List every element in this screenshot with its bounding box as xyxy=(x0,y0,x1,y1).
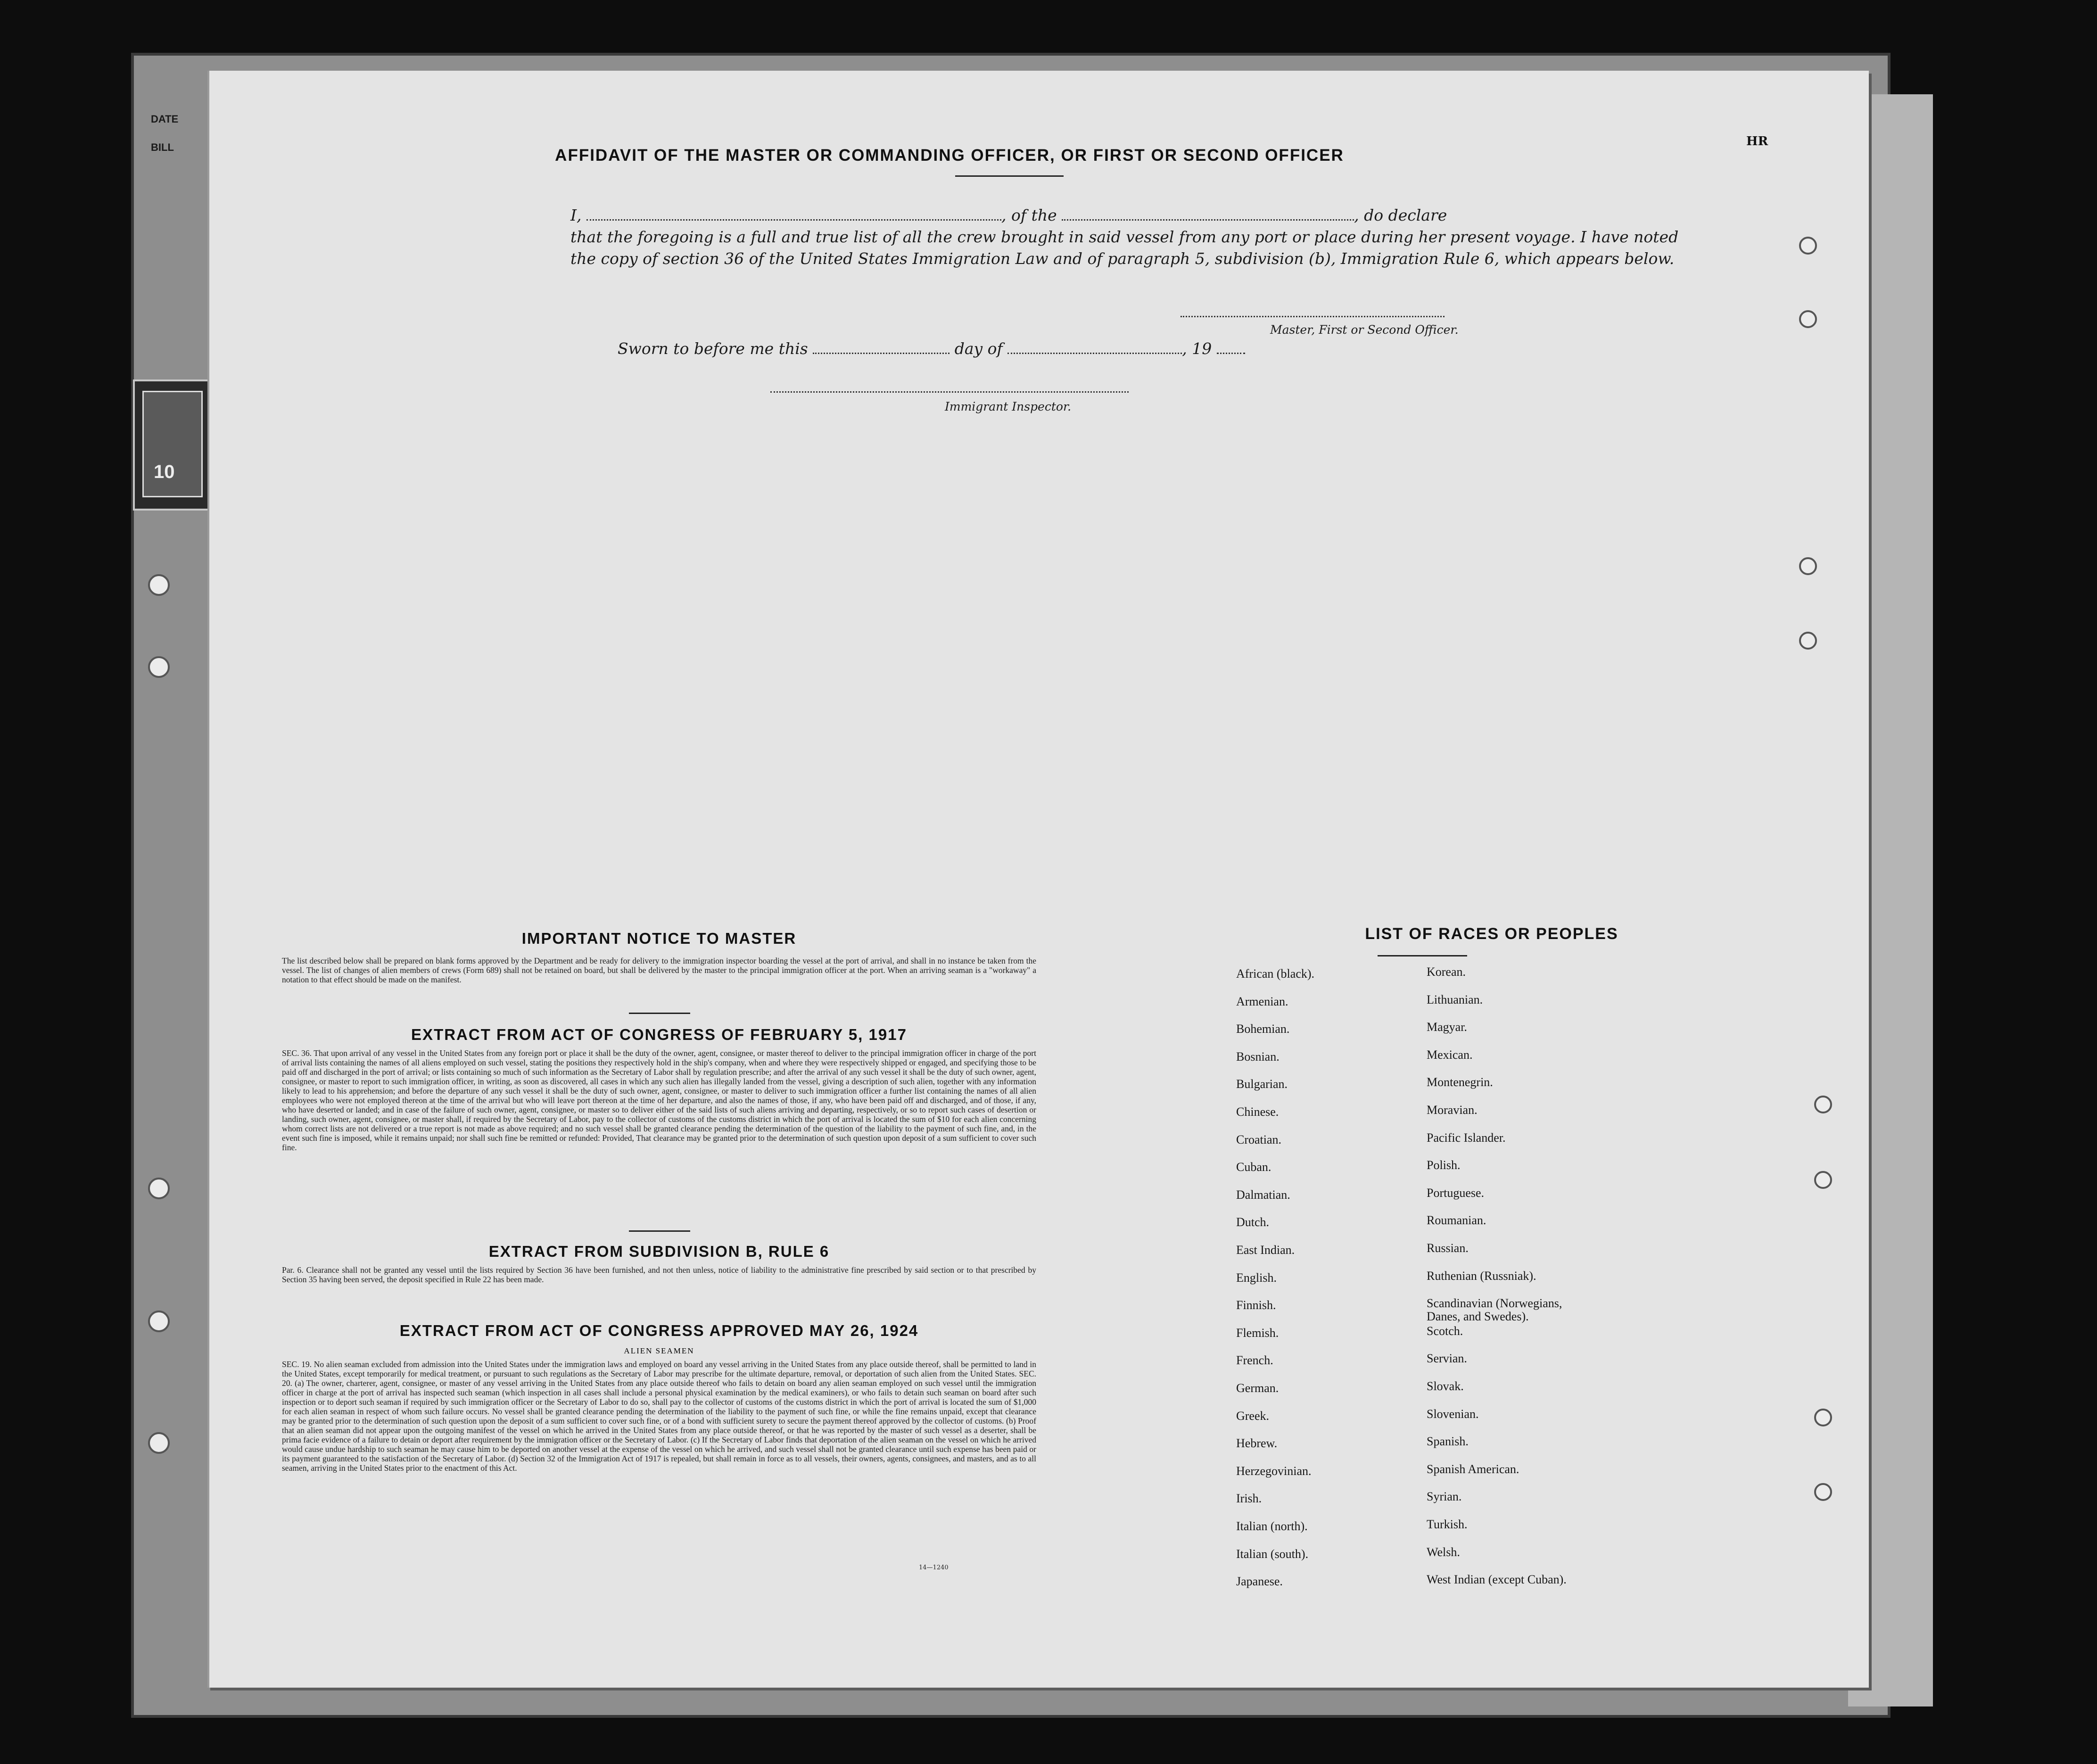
master-caption: Master, First or Second Officer. xyxy=(1270,323,1459,337)
extract-rule6-title: EXTRACT FROM SUBDIVISION B, RULE 6 xyxy=(488,1243,830,1260)
punch-hole xyxy=(148,1311,170,1332)
manifest-page xyxy=(207,71,1869,1688)
punch-hole xyxy=(1814,1096,1832,1113)
declare-of: , of the xyxy=(1001,206,1057,224)
race-item: Spanish. xyxy=(1427,1434,1469,1449)
notice-text: The list described below shall be prepared on blank forms approved by the Department and be ready for delivery to the immigration inspector boarding the vessel at the port of arrival, and shall in no instance be taken from the vessel. The list of changes of alien members of crews (Form 689) shall not be retained on board, but shall be delivered by the master to the principal immigration officer at the port. When an arriving seaman is a "workaway" a notation to that effect should be made on the manifest. xyxy=(282,956,1036,984)
edge-text-date: DATE xyxy=(151,113,179,125)
position-blank[interactable] xyxy=(1062,219,1354,221)
race-item: Roumanian. xyxy=(1427,1213,1486,1228)
sworn-line xyxy=(618,339,1245,358)
race-item: West Indian (except Cuban). xyxy=(1427,1573,1567,1587)
race-item: Dalmatian. xyxy=(1236,1187,1290,1202)
race-item: Armenian. xyxy=(1236,994,1288,1008)
race-item: Irish. xyxy=(1236,1492,1262,1506)
declare-end: , do declare xyxy=(1354,206,1447,224)
race-item: Finnish. xyxy=(1236,1298,1276,1312)
affidavit-statement: that the foregoing is a full and true list of all the crew brought in said vessel from any port or place during her present voyage. I have noted the copy of section 36 of the United States Immigration Law and of paragraph 5, subdivision (b), Immigration Rule 6, which appears below. xyxy=(570,228,1679,268)
race-item: Cuban. xyxy=(1236,1160,1271,1174)
punch-hole xyxy=(1814,1483,1832,1501)
punch-hole xyxy=(148,1432,170,1454)
race-item: Turkish. xyxy=(1427,1517,1468,1531)
race-item: Bohemian. xyxy=(1236,1022,1290,1036)
form-number: 14—1240 xyxy=(919,1564,949,1571)
extract-1924-text: SEC. 19. No alien seaman excluded from admission into the United States under the immigration laws and employed on board any vessel arriving in the United States from any place outside thereof, shall be permitted to land in the United States, except temporarily for medical treatment, or pursuant to such regulations as the Secretary of Labor may prescribe for the ultimate departure, removal, or deportation of such alien from the United States. SEC. 20. (a) The owner, charterer, agent, consignee, or master of any vessel arriving in the United States from any place outside thereof who fails to detain on board any alien seaman employed on such vessel until the immigration officer in charge at the port of arrival has inspected such seaman (which inspection in all cases shall include a personal physical examination by the medical examiners), or who fails to detain such seaman on board after such inspection or to deport such seaman if required by such immigration officer or the Secretary of Labor to do so, shall pay to the collector of customs of the customs district in which the port of arrival is located the sum of $1,000 for each alien seaman in respect of whom such failure occurs. No vessel shall be granted clearance pending the determination of the liability to the payment of such fine, or while the fine remains unpaid, except that clearance may be granted prior to the determination of such question upon the deposit of a sum sufficient to cover such fine, or of a bond with sufficient surety to secure the payment thereof approved by the collector of customs. (b) Proof that an alien seaman did not appear upon the outgoing manifest of the vessel on which he arrived in the United States from any place outside thereof, or that he was reported by the master of such vessel as a deserter, shall be prima facie evidence of a failure to detain or deport after requirement by the immigration officer or the Secretary of Labor. (c) If the Secretary of Labor finds that deportation of the alien seaman on the vessel on which he arrived would cause undue hardship to such seaman he may cause him to be deported on another vessel at the expense of the vessel on which he arrived, and such vessel shall not be granted clearance until such expense has been paid or its payment guaranteed to the satisfaction of the Secretary of Labor. (d) Section 32 of the Immigration Act of 1917 is repealed, but shall remain in force as to all vessels, their owners, agents, consignees, and masters, and as to all seamen, arriving in the United States prior to the enactment of this Act. xyxy=(282,1360,1036,1473)
race-item: Portuguese. xyxy=(1427,1186,1485,1200)
punch-hole xyxy=(148,656,170,678)
race-item: Scandinavian (Norwegians, Danes, and Swedes). xyxy=(1427,1296,1562,1324)
race-item: Dutch. xyxy=(1236,1215,1270,1229)
title-underline xyxy=(955,175,1064,177)
punch-hole xyxy=(1799,237,1817,255)
race-item: Italian (north). xyxy=(1236,1519,1308,1533)
race-item: Spanish American. xyxy=(1427,1462,1519,1476)
race-item: Greek. xyxy=(1236,1409,1270,1423)
race-item: Ruthenian (Russniak). xyxy=(1427,1269,1536,1283)
race-item: Herzegovinian. xyxy=(1236,1464,1312,1478)
race-item: Mexican. xyxy=(1427,1047,1473,1062)
sworn-day-label: day of xyxy=(954,339,1003,358)
race-item: African (black). xyxy=(1236,967,1315,981)
punch-hole xyxy=(1799,632,1817,650)
race-item: Japanese. xyxy=(1236,1574,1283,1589)
race-item: Moravian. xyxy=(1427,1103,1478,1117)
race-item: Lithuanian. xyxy=(1427,992,1483,1006)
race-item: Scotch. xyxy=(1427,1324,1463,1338)
revenue-stamp xyxy=(133,379,213,511)
race-item: English. xyxy=(1236,1270,1277,1285)
extract-rule6-text: Par. 6. Clearance shall not be granted any vessel until the lists required by Section 36 have been furnished, and not then unless, notice of liability to the administrative fine prescribed by said section or to that prescribed by Section 35 having been served, the deposit specified in Rule 22 has been made. xyxy=(282,1265,1036,1284)
races-title: LIST OF RACES OR PEOPLES xyxy=(1365,925,1618,943)
sworn-prefix: Sworn to before me this xyxy=(618,339,808,358)
stamp-number: 10 xyxy=(154,462,175,482)
sworn-year-label: , 19 xyxy=(1182,339,1212,358)
race-item: French. xyxy=(1236,1353,1273,1368)
sworn-month-blank[interactable] xyxy=(1007,353,1182,354)
race-item: Pacific Islander. xyxy=(1427,1130,1506,1145)
race-item: Welsh. xyxy=(1427,1545,1460,1559)
inspector-caption: Immigrant Inspector. xyxy=(945,400,1072,413)
race-item: German. xyxy=(1236,1381,1279,1395)
race-item: Bulgarian. xyxy=(1236,1077,1288,1091)
divider xyxy=(629,1013,690,1014)
race-item: Russian. xyxy=(1427,1241,1469,1255)
race-item: Chinese. xyxy=(1236,1105,1279,1119)
race-item: Slovenian. xyxy=(1427,1407,1479,1421)
extract-1924-subtitle: ALIEN SEAMEN xyxy=(624,1346,694,1355)
race-item: Hebrew. xyxy=(1236,1436,1278,1451)
punch-hole xyxy=(1814,1409,1832,1426)
edge-text-bill: BILL xyxy=(151,141,174,153)
race-item: Korean. xyxy=(1427,965,1466,979)
extract-1917-title: EXTRACT FROM ACT OF CONGRESS OF FEBRUARY 5, 1917 xyxy=(411,1026,907,1043)
race-item: Polish. xyxy=(1427,1158,1461,1172)
inspector-signature-line[interactable] xyxy=(770,391,1129,393)
extract-1924-title: EXTRACT FROM ACT OF CONGRESS APPROVED MAY 26, 1924 xyxy=(399,1322,919,1339)
declare-i: I, xyxy=(570,206,582,224)
extract-1917-text: SEC. 36. That upon arrival of any vessel in the United States from any foreign port or place it shall be the duty of the owner, agent, consignee, or master thereof to deliver to the principal immigration officer in charge of the port of arrival lists containing the names of all aliens employed on such vessel, stating the positions they respectively hold in the ship's company, when and where they were respectively shipped or engaged, and specifying those to be paid off and discharged in the port of arrival; or lists containing so much of such information as the Secretary of Labor shall by regulation prescribe; and after the arrival of any such vessel it shall be the duty of such owner, agent, consignee, or master to report to such immigration officer, in writing, as soon as discovered, all cases in which any such alien has illegally landed from the vessel, giving a description of such alien, together with any information likely to lead to his apprehension; and before the departure of any such vessel it shall be the duty of such owner, agent, consignee, or master to deliver to such immigration officer a further list containing the names of all alien employees who were not employed thereon at the time of the arrival but who will leave port thereon at the time of her departure, and also the names of those, if any, who have been paid off and discharged, and of those, if any, who have deserted or landed; and in case of the failure of such owner, agent, consignee, or master so to deliver either of the said lists of such aliens arriving and departing, respectively, or so to report such cases of desertion or landing, such owner, agent, consignee, or master shall, if required by the Secretary of Labor, pay to the collector of customs of the customs district in which the port of arrival is located the sum of $10 for each alien concerning whom correct lists are not delivered or a true report is not made as above required; and no such vessel shall be granted clearance pending the determination of the question of the liability to the payment of such fine, and, in the event such fine is imposed, while it remains unpaid; nor shall such fine be remitted or refunded: Provided, That clearance may be granted prior to the determination of such question upon deposit of a sum sufficient to cover such fine. xyxy=(282,1048,1036,1152)
master-signature-line[interactable] xyxy=(1181,316,1445,317)
punch-hole xyxy=(1799,310,1817,328)
punch-hole xyxy=(148,1178,170,1199)
race-item: Flemish. xyxy=(1236,1326,1279,1340)
sworn-year-blank[interactable] xyxy=(1217,353,1245,354)
race-item: Syrian. xyxy=(1427,1490,1462,1504)
punch-hole xyxy=(1799,557,1817,575)
race-item: Bosnian. xyxy=(1236,1049,1280,1063)
sworn-day-blank[interactable] xyxy=(813,353,949,354)
races-title-underline xyxy=(1378,955,1467,956)
race-item: Croatian. xyxy=(1236,1132,1282,1146)
punch-hole xyxy=(1814,1171,1832,1189)
race-item: East Indian. xyxy=(1236,1243,1295,1257)
punch-hole xyxy=(148,574,170,596)
affidavit-title: AFFIDAVIT OF THE MASTER OR COMMANDING OFFICER, OR FIRST OR SECOND OFFICER xyxy=(555,146,1344,165)
declaration-line xyxy=(570,205,1692,226)
sheet-mark: HR xyxy=(1746,134,1768,148)
divider xyxy=(629,1230,690,1232)
affidavit-body xyxy=(570,205,1692,270)
race-item: Italian (south). xyxy=(1236,1547,1309,1561)
race-item: Magyar. xyxy=(1427,1020,1467,1034)
race-item: Servian. xyxy=(1427,1352,1467,1366)
race-item: Montenegrin. xyxy=(1427,1075,1493,1089)
notice-title: IMPORTANT NOTICE TO MASTER xyxy=(521,930,797,947)
name-blank[interactable] xyxy=(586,219,1001,221)
race-item: Slovak. xyxy=(1427,1379,1464,1393)
